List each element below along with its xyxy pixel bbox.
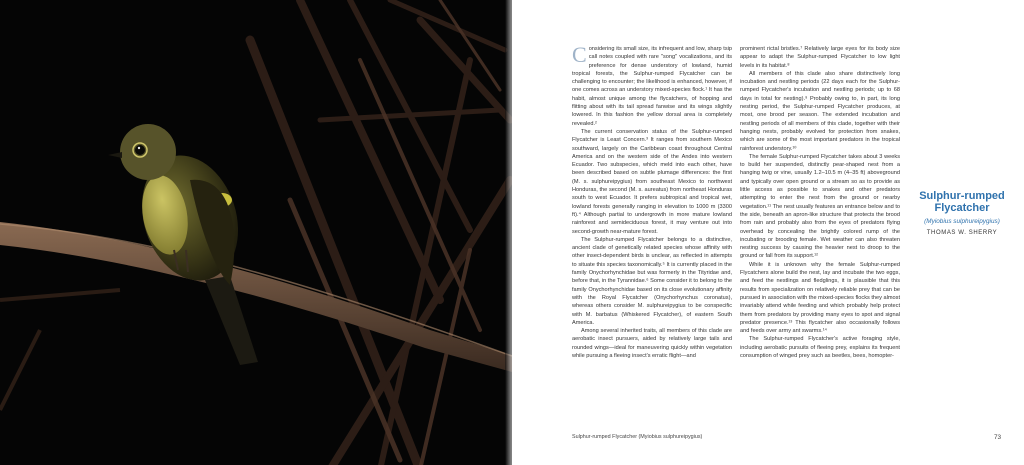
paragraph: The Sulphur-rumped Flycatcher belongs to a distinctive, ancient clade of genetically related species whose affinity with other insect-dependent birds is unclear, as reflected in attempts to situate this species taxonomically.⁵ It is currently placed in the family Onychorhynchidae but was formerly in the Tityridae and, before that, in the Tyrannidae.⁶ Some consider it to belong to the family Onychorhynchidae based on its close evolutionary affinity with the Royal Flycatcher (Onychorhynchus coronatus), whereas others consider M. sulphureipygius to be conspecific with M. barbatus (Whiskered Flycatcher), of eastern South America. <box>572 236 732 326</box>
page-number: 73 <box>994 434 1002 441</box>
paragraph: prominent rictal bristles.⁷ Relatively large eyes for its body size appear to adapt the Sulphur-rumped Flycatcher to low light levels in its habitat.⁸ <box>740 46 900 69</box>
paragraph: The Sulphur-rumped Flycatcher's active foraging style, including aerobatic pursuits of fleeing prey, explains its frequent consumption of winged prey such as beetles, bees, homopter- <box>740 336 900 359</box>
paragraph: All members of this clade also share distinctively long incubation and nestling periods (22 days each for the Sulphur-rumped Flycatcher's incubation and nestling periods; up to 68 days in total for nesting).⁹ Probably owing to, in part, its long nesting period, the Sulphur-rumped Flycatcher produces, at most, one brood per season. The extended incubation and nestling periods of all members of this clade, together with their hanging nests, probably evolved for protection from snakes, which are some of the most important predators in the tropical rainforest understory.¹⁰ <box>740 70 900 152</box>
text-column-1 <box>572 42 732 360</box>
paragraph-text: onsidering its small size, its infrequent and low, sharp tsip call notes coupled with rare "song" vocalizations, and its preference for dense understory of lowland, humid tropical forests, the Sulphur-rumped Flycatcher can be challenging to encounter; the likelihood is enhanced, however, if one comes across an understory mixed-species flock.¹ It has the habit, almost unique among the flycatchers, of hopping and flitting about with its tail spread fanwise and its wings slightly lowered. In this fashion the yellow dorsal area is completely revealed.² <box>572 46 732 127</box>
paragraph <box>572 42 732 128</box>
species-title: Sulphur-rumped Flycatcher <box>919 190 1005 214</box>
author-name: THOMAS W. SHERRY <box>926 230 998 236</box>
paragraph: While it is unknown why the female Sulphur-rumped Flycatchers alone build the nest, lay and incubate the two eggs, and feed the nestlings and fledglings, it is plausible that this results from specialization on relatively reliable prey that can be pursued in association with the mixed-species flocks they almost invariably attend while feeding and which probably help protect them from predators by providing many eyes to spot and signal predator presence.¹³ This flycatcher also occasionally follows and feeds over army ant swarms.¹⁴ <box>740 261 900 335</box>
drop-cap: C <box>572 42 587 67</box>
text-column-2 <box>740 45 900 360</box>
paragraph: Among several inherited traits, all members of this clade are aerobatic insect pursuers, aided by relatively large tails and rounded wings—ideal for maneuvering quickly within vegetation while pursuing a fleeing insect's erratic flight—and <box>572 328 732 359</box>
species-sidebar <box>910 190 1014 236</box>
scientific-name: (Myiobius sulphureipygius) <box>924 218 1000 225</box>
paragraph: The current conservation status of the Sulphur-rumped Flycatcher is Least Concern.³ It ranges from southern Mexico southward, largely on the Caribbean coast throughout Central America and on the western side of the Andes into western Ecuador. Two subspecies, which meld into each other, have been described based on subtle plumage differences: the first (M. s. sulphureipygius) from southeast Mexico to northwest Honduras, the second (M. s. aureatus) from northeast Honduras south to west Ecuador. It prefers subtropical and tropical wet, lowland forests generally ranging in elevation to 1000 m (3300 ft).⁴ Although partial to undergrowth in more mature lowland rainforest and semideciduous forest, it may venture out into second-growth near-mature forest. <box>572 128 732 235</box>
photo-caption: Sulphur-rumped Flycatcher (Myiobius sulphureipygius) <box>572 434 703 440</box>
paragraph: The female Sulphur-rumped Flycatcher takes about 3 weeks to build her suspended, distinctly pear-shaped nest from a hanging twig or vine, usually 1.2–10.5 m (4–35 ft) aboveground and typically over open ground or a stream so as to provide as little access as possible to snakes and other predators attempting to enter the nest from the ground or nearby vegetation.¹¹ The nest usually features an entrance below and to the side, beneath an apron-like structure that protects the brood from rain and probably also from the eyes of predators flying overhead by concealing the brightly colored rump of the incubating or brooding female. Wet weather can also threaten nesting success by causing the heavier nest to droop to the ground or fall from its support.¹² <box>740 153 900 260</box>
